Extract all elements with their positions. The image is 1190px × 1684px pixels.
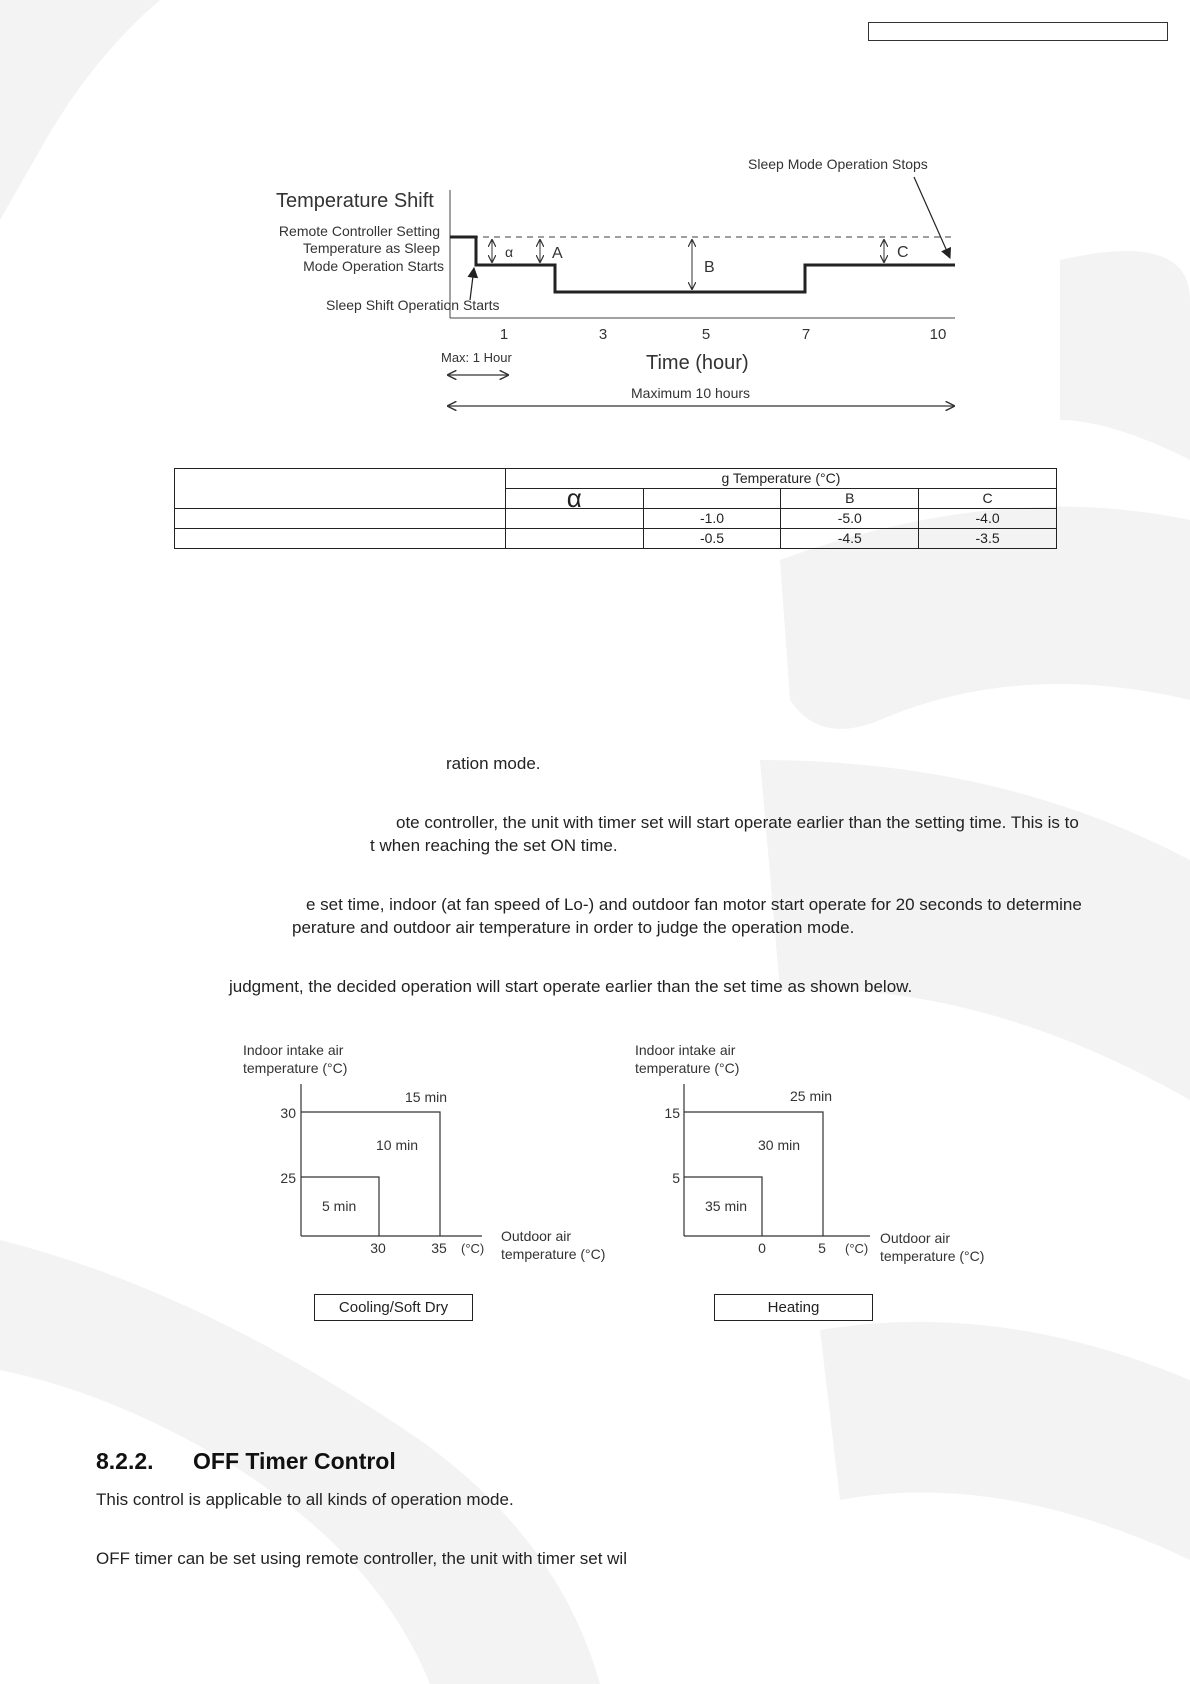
paragraph-1: ration mode. (446, 754, 541, 773)
heating-ylabel-2: temperature (°C) (635, 1060, 740, 1076)
table-header-title: g Temperature (°C) (505, 469, 1056, 489)
table-header-b: B (781, 489, 919, 509)
table-header-c: C (919, 489, 1057, 509)
table-corner (175, 469, 506, 509)
table-header-alpha: α (505, 489, 643, 509)
heating-x-tick: 0 (758, 1240, 766, 1256)
heating-xlabel-2: temperature (°C) (880, 1248, 985, 1264)
tick-3: 3 (598, 326, 608, 343)
cooling-ylabel-2: temperature (°C) (243, 1060, 348, 1076)
heating-xlabel-1: Outdoor air (880, 1230, 951, 1246)
cooling-y-tick: 30 (280, 1105, 296, 1121)
section-heading (96, 1448, 396, 1475)
cooling-middle-label: 10 min (376, 1137, 419, 1153)
section-line-1: This control is applicable to all kinds of operation mode. (96, 1490, 514, 1509)
heating-outer-zone (684, 1112, 823, 1236)
setting-label-3: Mode Operation Starts (303, 258, 444, 274)
cooling-diagram (0, 1030, 640, 1270)
table-row: -1.0 -5.0 -4.0 (175, 509, 1057, 529)
stops-label: Sleep Mode Operation Stops (748, 156, 928, 172)
table-header-blank (643, 489, 781, 509)
starts-label: Sleep Shift Operation Starts (326, 297, 500, 313)
heating-diagram (600, 1030, 1020, 1270)
heating-unit: (°C) (845, 1241, 869, 1256)
b-label: B (704, 259, 715, 276)
heating-y-tick: 5 (672, 1170, 680, 1186)
cooling-outer-label: 15 min (405, 1089, 448, 1105)
max1-label: Max: 1 Hour (441, 350, 512, 365)
cooling-y-tick: 25 (280, 1170, 296, 1186)
max10-label: Maximum 10 hours (631, 385, 751, 401)
heating-outer-label: 25 min (790, 1088, 833, 1104)
cooling-outer-zone (301, 1112, 440, 1236)
heating-y-tick: 15 (664, 1105, 680, 1121)
cooling-x-tick: 30 (370, 1240, 386, 1256)
cooling-xlabel-2: temperature (°C) (501, 1246, 606, 1262)
heating-ylabel-1: Indoor intake air (635, 1042, 736, 1058)
section-line-2: OFF timer can be set using remote controller, the unit with timer set wil (96, 1549, 627, 1568)
section-title: OFF Timer Control (193, 1448, 396, 1474)
paragraph-2-line-2: t when reaching the set ON time. (370, 836, 618, 855)
setting-label-1: Remote Controller Setting (278, 223, 440, 239)
cooling-x-tick: 35 (431, 1240, 447, 1256)
x-axis-label: Time (hour) (646, 352, 749, 374)
paragraph-2-line-1: ote controller, the unit with timer set will start operate earlier than the setting time. This is to (396, 813, 1079, 832)
a-label: A (552, 245, 563, 262)
cooling-ylabel-1: Indoor intake air (243, 1042, 344, 1058)
alpha-label: α (505, 244, 514, 260)
tick-1: 1 (499, 326, 509, 343)
table-row: -0.5 -4.5 -3.5 (175, 529, 1057, 549)
tick-10: 10 (929, 326, 947, 343)
paragraph-4: judgment, the decided operation will start operate earlier than the set time as shown below. (229, 977, 913, 996)
paragraph-3-line-2: perature and outdoor air temperature in order to judge the operation mode. (292, 918, 855, 937)
paragraph-3-line-1: e set time, indoor (at fan speed of Lo-) and outdoor fan motor start operate for 20 seconds to determine (306, 895, 1082, 914)
chart-title: Temperature Shift (276, 190, 434, 212)
tick-7: 7 (801, 326, 811, 343)
heating-x-tick: 5 (818, 1240, 826, 1256)
shift-profile (450, 237, 955, 292)
heating-caption: Heating (714, 1294, 873, 1321)
cooling-xlabel-1: Outdoor air (501, 1228, 572, 1244)
heating-middle-label: 30 min (758, 1137, 801, 1153)
setting-label-2: Temperature as Sleep (303, 240, 440, 256)
section-number: 8.2.2. (96, 1448, 154, 1474)
sleep-mode-chart (0, 0, 1190, 430)
temperature-shift-table (174, 468, 1057, 549)
c-label: C (897, 244, 909, 261)
cooling-caption: Cooling/Soft Dry (314, 1294, 473, 1321)
tick-5: 5 (701, 326, 711, 343)
cooling-inner-label: 5 min (322, 1198, 357, 1214)
cooling-unit: (°C) (461, 1241, 485, 1256)
heating-inner-label: 35 min (705, 1198, 748, 1214)
